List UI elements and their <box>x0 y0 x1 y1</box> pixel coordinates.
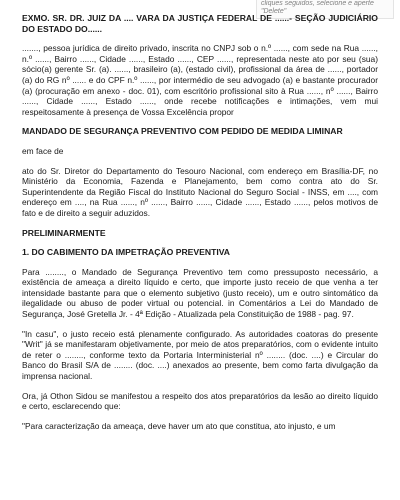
document-header: EXMO. SR. DR. JUIZ DA .... VARA DA JUSTIÇA FEDERAL DE ......- SEÇÃO JUDICIÁRIO DO ESTADO DO...... <box>22 13 378 34</box>
section-cabimento: 1. DO CABIMENTO DA IMPETRAÇÃO PREVENTIVA <box>22 247 231 258</box>
against-text: em face de <box>22 145 64 156</box>
defendant-paragraph: ato do Sr. Diretor do Departamento do Tesouro Nacional, com endereço em Brasília-DF, no Ministério da Economia, Fazenda e Planejamento, bem como contra ato do Sr. Superintendente da Região Fiscal do Instituto Nacional do Seguro Social - INSS, em ...., com endereço em ...., na Rua ......, nº ......, Bairro ......, Cidade ......, Estado ......, pelos motivos de fato e de direito a seguir aduzidos. <box>22 165 378 218</box>
legal-document <box>22 13 378 440</box>
paragraph-1: Para ........, o Mandado de Segurança Preventivo tem como pressuposto necessário, a existência de ameaça a direito líquido e certo, que importe justo receio de que venha a ter intensidade bastante para que o elemento subjetivo (justo receio), um e outro sintomático da ilegalidade ou abuso de poder virtual ou potencial. in Comentários a Lei do Mandado de Segurança, José Gretella Jr. - 4ª Edição - Atualizada pela Constituição de 1988 - pag. 97. <box>22 266 378 320</box>
action-title: MANDADO DE SEGURANÇA PREVENTIVO COM PEDIDO DE MEDIDA LIMINAR <box>22 126 343 137</box>
paragraph-4: "Para caracterização da ameaça, deve haver um ato que constitua, ato injusto, e um <box>22 420 336 431</box>
qualification-paragraph: ......., pessoa jurídica de direito privado, inscrita no CNPJ sob o n.º ......, com sede na Rua ......, n.º ......, Bairro ......, Cidade ......, Estado ......, CEP ......, representada neste ato por seu (sua) sócio(a) gerente Sr. (a). ......, brasileiro (a), (estado civil), profissional da área de ......, portador (a) do RG nº ...... e do CPF n.º ......, por intermédio de seu advogado (a) e bastante procurador (a) (procuração em anexo - doc. 01), com escritório profissional sito à Rua ......, nº ......, Bairro ......, Cidade ......, Estado ......, onde recebe notificações e intimações, vem mui respeitosamente à presença de Vossa Excelência propor <box>22 43 378 117</box>
paragraph-3: Ora, já Othon Sidou se manifestou a respeito dos atos preparatórios da lesão ao direito líquido e certo, esclarecendo que: <box>22 390 378 412</box>
delete-hint-note: cliques seguidos, selecione e aperte "Delete" <box>256 0 394 19</box>
section-preliminarmente: PRELIMINARMENTE <box>22 227 106 238</box>
paragraph-2: "In casu", o justo receio está plenamente configurado. As autoridades coatoras do presente "Writ" já se manifestaram objetivamente, por meio de atos preparatórios, com o evidente intuito de reter o ........, conforme texto da Portaria Interministerial nº ........ (doc. ....) e Circular do Banco do Brasil S/A de ........ (doc. ....) anexados ao presente, bem como farta divulgação da imprensa nacional. <box>22 328 378 382</box>
